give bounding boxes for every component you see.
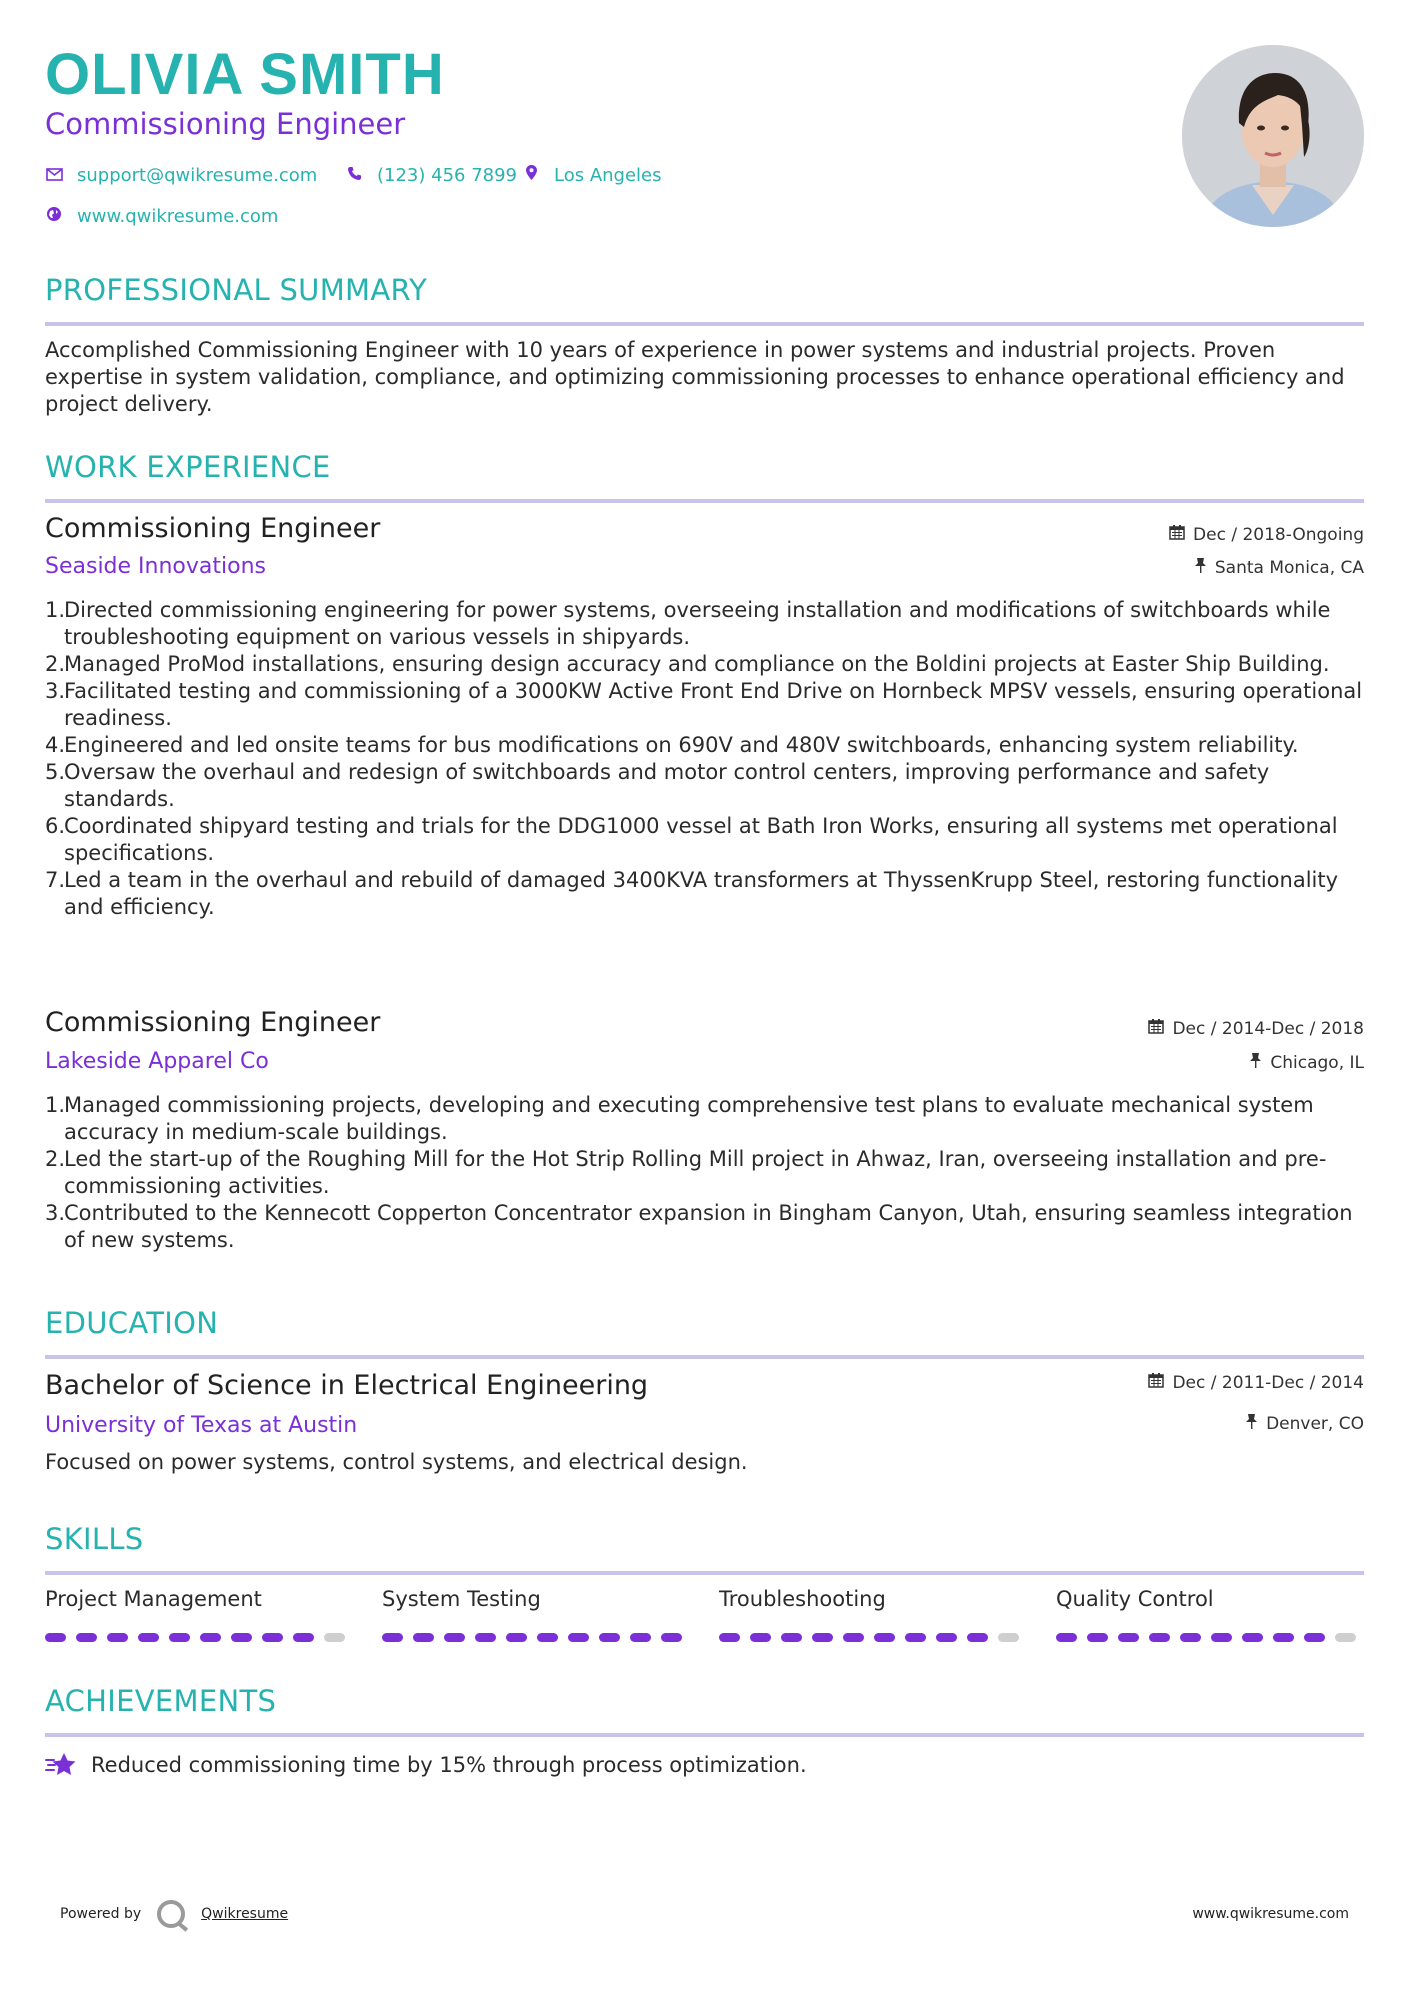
- skill-item: [1056, 1585, 1356, 1642]
- rating-dot-filled: [1180, 1633, 1201, 1642]
- list-item: 4. Engineered and led onsite teams for bus modifications on 690V and 480V switchboards, enhancing system reliability.: [45, 733, 1299, 757]
- calendar-icon: [1148, 1018, 1164, 1040]
- rating-dot-filled: [231, 1633, 252, 1642]
- achievement-text: Reduced commissioning time by 15% through process optimization.: [91, 1753, 807, 1777]
- contact-phone[interactable]: [345, 164, 517, 188]
- rating-dot-filled: [967, 1633, 988, 1642]
- rating-dot-filled: [506, 1633, 527, 1642]
- website-text: www.qwikresume.com: [77, 206, 279, 227]
- job-location-text: Santa Monica, CA: [1214, 558, 1364, 578]
- job-location-text: Chicago, IL: [1270, 1053, 1364, 1073]
- summary-section: [45, 272, 1364, 326]
- qwikresume-logo-icon: [157, 1900, 185, 1928]
- section-divider: [45, 1733, 1364, 1737]
- job-title: Commissioning Engineer: [45, 513, 381, 544]
- skills-section: [45, 1521, 1364, 1575]
- pushpin-icon: [1194, 557, 1207, 579]
- footer-powered-by: [60, 1900, 288, 1928]
- brand-link[interactable]: Qwikresume: [201, 1906, 289, 1922]
- rating-dot-filled: [200, 1633, 221, 1642]
- summary-heading: PROFESSIONAL SUMMARY: [45, 273, 428, 307]
- education-section: [45, 1305, 1364, 1359]
- job-title: Commissioning Engineer: [45, 1007, 381, 1038]
- candidate-name: OLIVIA SMITH: [45, 42, 445, 107]
- rating-dot-filled: [293, 1633, 314, 1642]
- rating-dot-filled: [843, 1633, 864, 1642]
- rating-dot-filled: [169, 1633, 190, 1642]
- skill-name: System Testing: [382, 1587, 541, 1611]
- list-item: 6. Coordinated shipyard testing and trials for the DDG1000 vessel at Bath Iron Works, ensuring all systems met operational specifications.: [45, 814, 1338, 865]
- job-dates: [1148, 1018, 1364, 1040]
- rating-dot-empty: [324, 1633, 345, 1642]
- education-note: Focused on power systems, control systems, and electrical design.: [45, 1450, 748, 1474]
- job-company: Seaside Innovations: [45, 554, 266, 579]
- rating-dot-filled: [413, 1633, 434, 1642]
- degree-title: Bachelor of Science in Electrical Engineering: [45, 1370, 649, 1401]
- job-dates-text: Dec / 2014-Dec / 2018: [1172, 1019, 1364, 1039]
- rating-dot-filled: [45, 1633, 66, 1642]
- footer-site-link[interactable]: www.qwikresume.com: [1192, 1906, 1349, 1922]
- achievements-section: [45, 1683, 1364, 1737]
- list-item: 5. Oversaw the overhaul and redesign of switchboards and motor control centers, improving performance and safety standards.: [45, 760, 1270, 811]
- skill-item: [719, 1585, 1019, 1642]
- rating-dot-filled: [444, 1633, 465, 1642]
- list-item: 1. Directed commissioning engineering for power systems, overseeing installation and modifications of switchboards while troubleshooting equipment on various vessels in shipyards.: [45, 598, 1331, 649]
- skill-rating: [382, 1633, 682, 1642]
- education-heading: EDUCATION: [45, 1306, 219, 1340]
- education-location-text: Denver, CO: [1266, 1414, 1364, 1434]
- skill-name: Project Management: [45, 1587, 262, 1611]
- list-item: 2. Led the start-up of the Roughing Mill for the Hot Strip Rolling Mill project in Ahwaz, Iran, overseeing installation and pre-commissioning activities.: [45, 1147, 1327, 1198]
- rating-dot-filled: [1242, 1633, 1263, 1642]
- rating-dot-filled: [874, 1633, 895, 1642]
- skill-name: Troubleshooting: [719, 1587, 886, 1611]
- education-dates-text: Dec / 2011-Dec / 2014: [1172, 1373, 1364, 1393]
- candidate-role: Commissioning Engineer: [45, 107, 406, 141]
- skill-rating: [45, 1633, 345, 1642]
- job-location: [1194, 557, 1364, 579]
- contact-website[interactable]: [45, 205, 278, 229]
- rating-dot-filled: [719, 1633, 740, 1642]
- education-dates: [1148, 1372, 1364, 1394]
- rating-dot-filled: [568, 1633, 589, 1642]
- profile-photo: [1182, 45, 1364, 227]
- globe-icon: [45, 205, 63, 229]
- list-item: 3. Facilitated testing and commissioning of a 3000KW Active Front End Drive on Hornbeck MPSV vessels, ensuring operational readiness.: [45, 679, 1363, 730]
- contact-email[interactable]: [45, 164, 317, 188]
- rating-dot-filled: [781, 1633, 802, 1642]
- experience-section: [45, 449, 1364, 503]
- skill-name: Quality Control: [1056, 1587, 1214, 1611]
- location-text: Los Angeles: [554, 165, 662, 186]
- star-icon: [45, 1751, 77, 1779]
- rating-dot-empty: [998, 1633, 1019, 1642]
- experience-heading: WORK EXPERIENCE: [45, 450, 331, 484]
- rating-dot-filled: [812, 1633, 833, 1642]
- rating-dot-filled: [905, 1633, 926, 1642]
- rating-dot-filled: [262, 1633, 283, 1642]
- job-dates: [1169, 524, 1364, 546]
- rating-dot-filled: [936, 1633, 957, 1642]
- list-item: 2. Managed ProMod installations, ensuring design accuracy and compliance on the Boldini projects at Easter Ship Building.: [45, 652, 1330, 676]
- section-divider: [45, 1355, 1364, 1359]
- summary-text: Accomplished Commissioning Engineer with 10 years of experience in power systems and industrial projects. Proven expertise in system validation, compliance, and optimizing commissioning processes to enhance operational efficiency and project delivery.: [45, 338, 1345, 416]
- envelope-icon: [45, 164, 63, 188]
- rating-dot-filled: [475, 1633, 496, 1642]
- rating-dot-filled: [76, 1633, 97, 1642]
- pushpin-icon: [1245, 1413, 1258, 1435]
- rating-dot-filled: [1149, 1633, 1170, 1642]
- skill-item: [382, 1585, 682, 1642]
- rating-dot-filled: [537, 1633, 558, 1642]
- phone-icon: [345, 164, 363, 188]
- section-divider: [45, 1571, 1364, 1575]
- section-divider: [45, 322, 1364, 326]
- skill-rating: [719, 1633, 1019, 1642]
- rating-dot-filled: [138, 1633, 159, 1642]
- school-name: University of Texas at Austin: [45, 1413, 358, 1438]
- rating-dot-filled: [107, 1633, 128, 1642]
- achievements-heading: ACHIEVEMENTS: [45, 1684, 277, 1718]
- phone-text: (123) 456 7899: [377, 165, 518, 186]
- rating-dot-filled: [750, 1633, 771, 1642]
- powered-by-label: Powered by: [60, 1906, 142, 1922]
- rating-dot-filled: [630, 1633, 651, 1642]
- skill-item: [45, 1585, 345, 1642]
- contact-location: [522, 164, 662, 188]
- achievement-item: [45, 1751, 807, 1779]
- rating-dot-filled: [599, 1633, 620, 1642]
- calendar-icon: [1148, 1372, 1164, 1394]
- rating-dot-filled: [661, 1633, 682, 1642]
- list-item: 3. Contributed to the Kennecott Copperton Concentrator expansion in Bingham Canyon, Utah, ensuring seamless integration of new systems.: [45, 1201, 1353, 1252]
- rating-dot-empty: [1335, 1633, 1356, 1642]
- rating-dot-filled: [1304, 1633, 1325, 1642]
- rating-dot-filled: [382, 1633, 403, 1642]
- job-location: [1249, 1052, 1364, 1074]
- skills-heading: SKILLS: [45, 1522, 144, 1556]
- map-pin-icon: [522, 164, 540, 188]
- skill-rating: [1056, 1633, 1356, 1642]
- email-text: support@qwikresume.com: [77, 165, 318, 186]
- rating-dot-filled: [1056, 1633, 1077, 1642]
- rating-dot-filled: [1211, 1633, 1232, 1642]
- list-item: 7. Led a team in the overhaul and rebuild of damaged 3400KVA transformers at ThyssenKrupp Steel, restoring functionality and efficiency.: [45, 868, 1339, 919]
- job-dates-text: Dec / 2018-Ongoing: [1193, 525, 1364, 545]
- job-company: Lakeside Apparel Co: [45, 1049, 269, 1074]
- job-bullets: [45, 1092, 1364, 1254]
- pushpin-icon: [1249, 1052, 1262, 1074]
- list-item: 1. Managed commissioning projects, developing and executing comprehensive test plans to evaluate mechanical system accuracy in medium-scale buildings.: [45, 1093, 1314, 1144]
- section-divider: [45, 499, 1364, 503]
- education-location: [1245, 1413, 1364, 1435]
- calendar-icon: [1169, 524, 1185, 546]
- rating-dot-filled: [1118, 1633, 1139, 1642]
- rating-dot-filled: [1273, 1633, 1294, 1642]
- job-bullets: [45, 597, 1364, 921]
- rating-dot-filled: [1087, 1633, 1108, 1642]
